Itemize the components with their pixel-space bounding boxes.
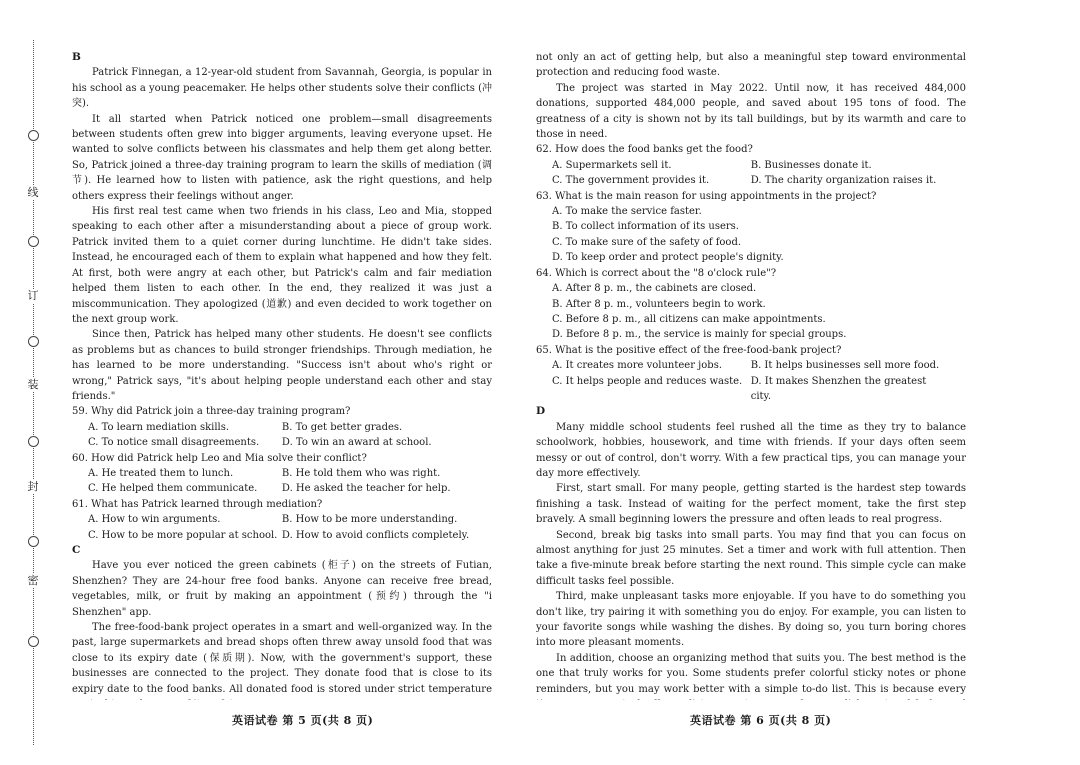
option-d: D. The charity organization raises it. (750, 175, 937, 187)
binding-mark-4: 封 (27, 480, 39, 493)
option-a: A. How to win arguments. (88, 514, 221, 526)
underlined-word (806, 699, 889, 700)
section-d-paragraph: Second, break big tasks into small parts. You may find that you can focus on almost anything for just 25 minutes. Set a timer and work with full attention. Then take a five-minute break before starting the next round. This simple cycle can make difficult tasks feel possible. (536, 529, 966, 587)
section-d-paragraph-organizing (536, 651, 966, 700)
option-c: C. The government provides it. (552, 175, 710, 187)
question-62: 62. How does the food banks get the food? (536, 144, 753, 156)
binding-hole-1 (28, 130, 39, 141)
option-a: A. Supermarkets sell it. (552, 159, 672, 171)
option-b: B. To get better grades. (281, 421, 403, 433)
section-c-paragraph: Have you ever noticed the green cabinets (柜子) on the streets of Futian, Shenzhen? They are 24-hour free food banks. Anyone can receive free bread, vegetables, milk, or fruit by making an appointment (预约) through the "i Shenzhen" app. (72, 560, 492, 618)
section-b-heading: B (72, 51, 81, 63)
right-page (536, 50, 966, 700)
section-c-continued: not only an act of getting help, but also a meaningful step toward environmental protection and reducing food waste. (536, 52, 966, 79)
binding-hole-2 (28, 236, 39, 247)
section-d-heading: D (536, 405, 546, 418)
option-c: C. To make sure of the safety of food. (552, 236, 742, 248)
option-a: A. After 8 p. m., the cabinets are closed. (552, 283, 757, 295)
option-c: C. Before 8 p. m., all citizens can make appointments. (552, 313, 826, 325)
option-a: A. He treated them to lunch. (88, 467, 234, 479)
option-b: B. How to be more understanding. (281, 514, 458, 526)
section-b-paragraph: Patrick Finnegan, a 12-year-old student from Savannah, Georgia, is popular in his school as a young peacemaker. He helps other students solve their conflicts (冲突). (72, 67, 492, 110)
question-65-options (536, 358, 966, 404)
section-b-paragraph: It all started when Patrick noticed one problem—small disagreements between students often grew into bigger arguments, leaving everyone upset. He wanted to solve conflicts between his classmates and help them get along better. So, Patrick joined a three-day training program to learn the skills of mediation (调节). He learned how to listen with patience, ask the right questions, and help others express their feelings without anger. (72, 113, 492, 202)
question-65: 65. What is the positive effect of the free-food-bank project? (536, 344, 842, 356)
option-b: B. Businesses donate it. (750, 159, 872, 171)
option-b: B. He told them who was right. (281, 467, 441, 479)
option-b: B. It helps businesses sell more food. (750, 360, 940, 372)
binding-hole-5 (28, 536, 39, 547)
section-d-paragraph: Many middle school students feel rushed all the time as they try to balance schoolwork, hobbies, housework, and time with friends. If your days often seem messy or out of control, don't worry. With a few practical tips, you can manage your day more effectively. (536, 421, 966, 479)
option-d: D. How to avoid conflicts completely. (281, 529, 470, 541)
question-61-options (72, 512, 492, 543)
page-footer-left: 英语试卷 第 5 页(共 8 页) (232, 714, 374, 727)
section-c-heading: C (72, 544, 81, 556)
option-a: A. It creates more volunteer jobs. (552, 360, 723, 372)
binding-mark-5: 密 (27, 574, 39, 587)
binding-mark-3: 装 (27, 378, 39, 391)
section-c-paragraph: The project was started in May 2022. Until now, it has received 484,000 donations, supported 484,000 people, and saved about 195 tons of food. The greatness of a city is shown not by its tall buildings, but by its warmth and care to those in need. (536, 82, 966, 141)
question-61: 61. What has Patrick learned through mediation? (72, 498, 323, 510)
section-d-paragraph: First, start small. For many people, getting started is the hardest step towards finishing a task. Instead of waiting for the perfect moment, take the first step bravely. A small beginning lowers the pressure and often leads to real progress. (536, 483, 966, 526)
option-d: D. It makes Shenzhen the greatest city. (750, 375, 927, 402)
question-62-options (536, 158, 966, 189)
question-63-options (536, 204, 966, 266)
question-59-options (72, 420, 492, 451)
option-c: C. He helped them communicate. (88, 483, 258, 495)
left-page (72, 50, 492, 700)
option-c: C. To notice small disagreements. (88, 437, 260, 449)
question-64: 64. Which is correct about the "8 o'clock rule"? (536, 267, 777, 279)
binding-mark-2: 订 (27, 289, 39, 302)
binding-hole-4 (28, 436, 39, 447)
option-d: D. To keep order and protect people's dignity. (552, 252, 784, 264)
section-b-paragraph: Since then, Patrick has helped many other students. He doesn't see conflicts as problems but as chances to build stronger friendships. Through mediation, he has learned to be more understanding. "Success isn't about who's right or wrong," Patrick says, "it's about helping people understand each other and stay friends." (72, 329, 492, 402)
option-d: D. To win an award at school. (281, 437, 432, 449)
option-c: C. How to be more popular at school. (88, 529, 278, 541)
binding-mark-1: 线 (27, 186, 39, 199)
question-64-options (536, 281, 966, 343)
question-60: 60. How did Patrick help Leo and Mia solve their conflict? (72, 452, 367, 464)
question-59: 59. Why did Patrick join a three-day training program? (72, 406, 351, 418)
option-c: C. It helps people and reduces waste. (552, 375, 743, 387)
binding-hole-6 (28, 636, 39, 647)
option-d: D. Before 8 p. m., the service is mainly for special groups. (552, 329, 847, 341)
binding-margin (0, 0, 50, 765)
option-a: A. To learn mediation skills. (88, 421, 230, 433)
section-d-paragraph: Third, make unpleasant tasks more enjoyable. If you have to do something you don't like, try pairing it with something you do enjoy. For example, you can listen to your favorite songs while washing the dishes. By doing so, you turn boring chores into more pleasant moments. (536, 591, 966, 649)
section-c-paragraph: The free-food-bank project operates in a smart and well-organized way. In the past, large supermarkets and bread shops often threw away unsold food that was close to its expiry date (保质期). Now, with the government's support, these businesses are connected to the project. They donate food that is close to its expiry date to the food banks. All donated food is stored under strict temperature (72, 622, 492, 695)
section-b-paragraph: His first real test came when two friends in his class, Leo and Mia, stopped speaking to each other after a misunderstanding about a piece of group work. Patrick invited them to a quiet corner during lunchtime. He didn't take sides. Instead, he encouraged each of them to explain what happened and how they felt. At first, both were angry at each other, but Patrick's calm and fair mediation helped them listen to each other. In the end, they realized it was just a miscommunication. They apologized (道歉) and even decided to work together on the next group work. (72, 206, 492, 325)
option-b: B. To collect information of its users. (552, 221, 739, 233)
question-60-options (72, 466, 492, 497)
option-b: B. After 8 p. m., volunteers begin to work. (552, 298, 766, 310)
question-63: 63. What is the main reason for using appointments in the project? (536, 190, 877, 202)
option-d: D. He asked the teacher for help. (281, 483, 451, 495)
binding-hole-3 (28, 336, 39, 347)
option-a: A. To make the service faster. (552, 206, 702, 218)
page-footer-right: 英语试卷 第 6 页(共 8 页) (690, 714, 832, 727)
paragraph-text: In addition, choose an organizing method that suits you. The best method is the one that truly works for you. Some students prefer colorful sticky notes or phone reminders, but you may work better with a simple to-do list. This is because every (536, 652, 966, 695)
